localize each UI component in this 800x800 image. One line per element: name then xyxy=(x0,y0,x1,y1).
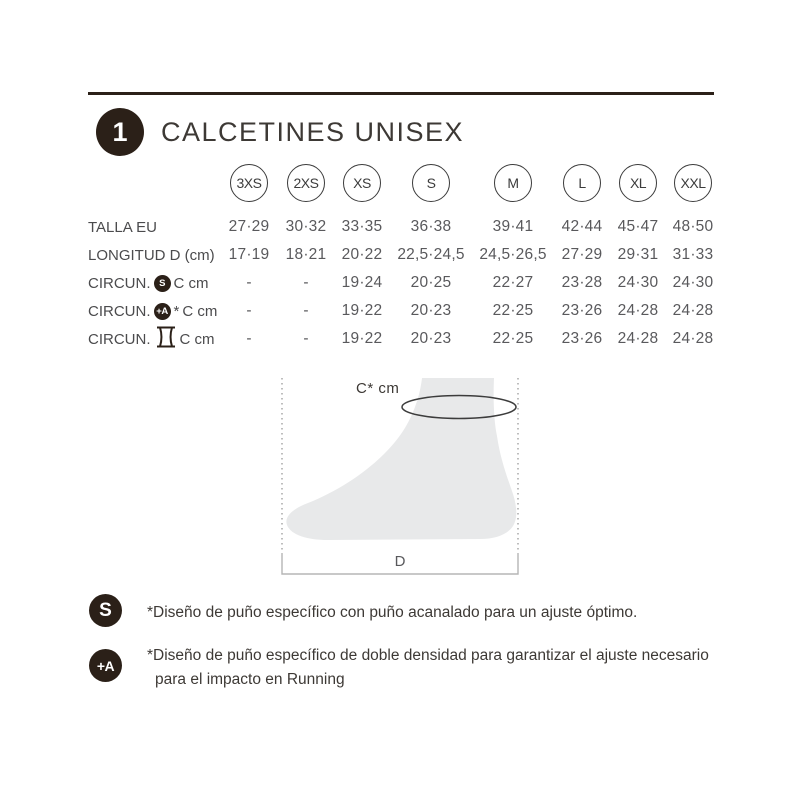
table-cell: 24·30 xyxy=(672,274,714,291)
table-cell: 19·22 xyxy=(341,330,383,347)
table-cell: 20·25 xyxy=(410,274,452,291)
table-cell: 23·26 xyxy=(561,330,603,347)
footnote-plus-a-text xyxy=(147,644,709,692)
row-label: CIRCUN. S C cm xyxy=(88,274,209,292)
row-label: CIRCUN. +A * C cm xyxy=(88,302,218,320)
table-row-talla-eu xyxy=(88,213,720,241)
size-table xyxy=(88,164,720,353)
table-cell: 33·35 xyxy=(341,218,383,235)
page-title: CALCETINES UNISEX xyxy=(161,117,465,147)
row-label: TALLA EU xyxy=(88,218,157,236)
s-cuff-badge-icon: S xyxy=(154,275,171,292)
table-cell: - xyxy=(303,274,309,291)
table-cell: 20·22 xyxy=(341,246,383,263)
table-cell: 20·23 xyxy=(410,302,452,319)
table-cell: 18·21 xyxy=(285,246,327,263)
size-circle-xl: XL xyxy=(619,164,657,202)
table-cell: 22,5·24,5 xyxy=(397,246,465,263)
table-cell: 42·44 xyxy=(561,218,603,235)
table-cell: 29·31 xyxy=(617,246,659,263)
table-cell: 24·30 xyxy=(617,274,659,291)
footnote-s-text: *Diseño de puño específico con puño acanalado para un ajuste óptimo. xyxy=(147,604,638,621)
row-label: LONGITUD D (cm) xyxy=(88,246,215,264)
s-footnote-badge-icon: S xyxy=(89,594,122,627)
footnote-line: *Diseño de puño específico de doble densidad para garantizar el ajuste necesario xyxy=(147,647,709,664)
size-circle-xxl: XXL xyxy=(674,164,712,202)
table-cell: 39·41 xyxy=(492,218,534,235)
size-circle-2xs: 2XS xyxy=(287,164,325,202)
size-header-row xyxy=(88,164,720,210)
cuff-icon xyxy=(156,326,176,352)
table-cell: - xyxy=(303,330,309,347)
table-cell: 23·28 xyxy=(561,274,603,291)
plus-a-footnote-badge-icon: +A xyxy=(89,649,122,682)
plus-a-cuff-badge-icon: +A xyxy=(154,303,171,320)
table-cell: 19·24 xyxy=(341,274,383,291)
header-rule xyxy=(88,92,714,95)
table-cell: 23·26 xyxy=(561,302,603,319)
circumference-label: C* cm xyxy=(356,380,400,397)
table-cell: 24·28 xyxy=(617,330,659,347)
table-cell: - xyxy=(246,274,252,291)
table-row-circun-cuff xyxy=(88,325,720,353)
table-cell: 27·29 xyxy=(228,218,270,235)
size-circle-m: M xyxy=(494,164,532,202)
size-circle-l: L xyxy=(563,164,601,202)
size-circle-s: S xyxy=(412,164,450,202)
table-cell: 45·47 xyxy=(617,218,659,235)
table-row-longitud xyxy=(88,241,720,269)
table-cell: 48·50 xyxy=(672,218,714,235)
table-cell: 20·23 xyxy=(410,330,452,347)
table-cell: 31·33 xyxy=(672,246,714,263)
asterisk: * xyxy=(173,302,180,320)
table-cell: 22·27 xyxy=(492,274,534,291)
table-cell: 19·22 xyxy=(341,302,383,319)
table-cell: 36·38 xyxy=(410,218,452,235)
table-cell: - xyxy=(246,302,252,319)
size-circle-3xs: 3XS xyxy=(230,164,268,202)
table-row-circun-s xyxy=(88,269,720,297)
section-number: 1 xyxy=(112,116,128,147)
table-cell: 24·28 xyxy=(672,302,714,319)
table-cell: 30·32 xyxy=(285,218,327,235)
length-label: D xyxy=(394,553,406,570)
foot-measurement-diagram xyxy=(280,374,520,586)
table-cell: 24·28 xyxy=(617,302,659,319)
size-circle-xs: XS xyxy=(343,164,381,202)
table-cell: 27·29 xyxy=(561,246,603,263)
table-cell: - xyxy=(246,330,252,347)
table-cell: - xyxy=(303,302,309,319)
table-cell: 17·19 xyxy=(228,246,270,263)
table-cell: 24,5·26,5 xyxy=(479,246,547,263)
row-label: CIRCUN. C cm xyxy=(88,326,220,352)
section-number-badge xyxy=(96,108,144,156)
table-cell: 22·25 xyxy=(492,302,534,319)
table-cell: 24·28 xyxy=(672,330,714,347)
table-row-circun-plus-a xyxy=(88,297,720,325)
table-cell: 22·25 xyxy=(492,330,534,347)
footnote-line: para el impacto en Running xyxy=(155,671,345,688)
